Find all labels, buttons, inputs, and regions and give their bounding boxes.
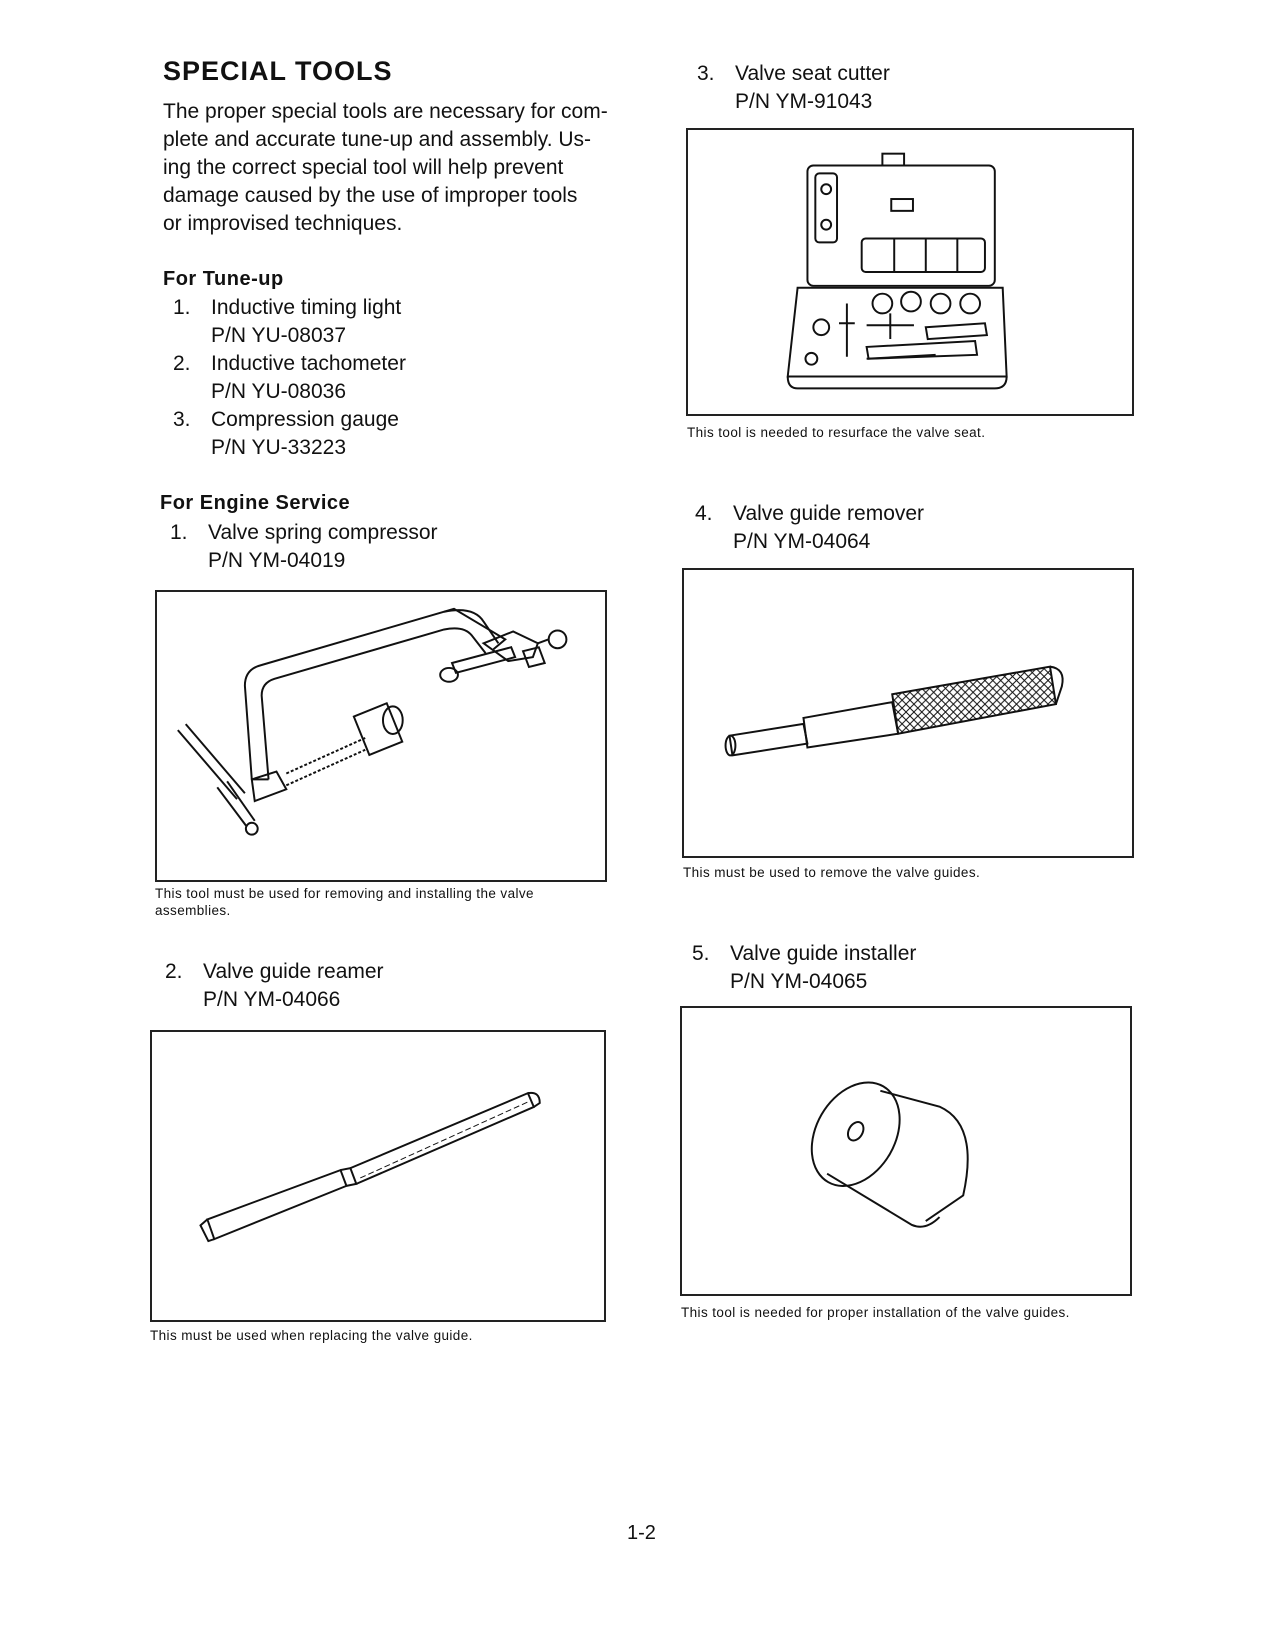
caption-line: This tool is needed to resurface the valve seat. xyxy=(687,425,986,440)
item-name: Valve seat cutter xyxy=(735,62,890,85)
item-name: Valve guide installer xyxy=(730,942,917,965)
item-number: 2. xyxy=(173,352,191,375)
item-number: 3. xyxy=(173,408,191,431)
part-number: P/N YU-08036 xyxy=(211,380,347,403)
figure-valve-spring-compressor xyxy=(155,590,607,882)
page-title: SPECIAL TOOLS xyxy=(163,56,393,86)
valve-seat-cutter-illustration xyxy=(688,130,1132,414)
list-item xyxy=(173,294,406,322)
caption-line: This tool must be used for removing and installing the valve xyxy=(155,886,534,901)
item-name: Valve guide reamer xyxy=(203,960,384,983)
part-number: P/N YU-33223 xyxy=(211,436,347,459)
item-number: 4. xyxy=(695,502,713,525)
figure-valve-guide-reamer xyxy=(150,1030,606,1322)
caption-2 xyxy=(150,1327,606,1344)
part-number: P/N YM-04064 xyxy=(733,530,871,553)
tool-entry-5 xyxy=(692,940,916,996)
part-number: P/N YM-04019 xyxy=(208,549,346,572)
valve-guide-installer-illustration xyxy=(682,1008,1130,1294)
tuneup-heading: For Tune-up xyxy=(163,268,284,290)
list-item xyxy=(173,350,406,378)
caption-line: This tool is needed for proper installation of the valve guides. xyxy=(681,1305,1070,1320)
figure-valve-guide-installer xyxy=(680,1006,1132,1296)
item-name: Valve spring compressor xyxy=(208,521,438,544)
intro-line: plete and accurate tune-up and assembly. Us- xyxy=(163,128,592,151)
item-number: 2. xyxy=(165,960,183,983)
part-number: P/N YM-04065 xyxy=(730,970,868,993)
intro-line: or improvised techniques. xyxy=(163,212,403,235)
figure-valve-guide-remover xyxy=(682,568,1134,858)
valve-guide-remover-illustration xyxy=(684,570,1132,856)
tool-entry-3 xyxy=(697,60,890,116)
caption-1 xyxy=(155,885,607,919)
intro-line: The proper special tools are necessary for com- xyxy=(163,100,608,123)
intro-line: damage caused by the use of improper tools xyxy=(163,184,578,207)
item-number: 3. xyxy=(697,62,715,85)
part-number: P/N YM-04066 xyxy=(203,988,341,1011)
tuneup-list xyxy=(173,294,406,462)
caption-line: This must be used to remove the valve guides. xyxy=(683,865,981,880)
caption-line: This must be used when replacing the valve guide. xyxy=(150,1328,473,1343)
caption-4 xyxy=(683,864,1135,881)
item-name: Valve guide remover xyxy=(733,502,925,525)
part-number: P/N YM-91043 xyxy=(735,90,873,113)
tool-entry-1 xyxy=(170,519,438,575)
figure-valve-seat-cutter xyxy=(686,128,1134,416)
intro-line: ing the correct special tool will help prevent xyxy=(163,156,564,179)
part-number: P/N YU-08037 xyxy=(211,324,347,347)
caption-5 xyxy=(681,1304,1133,1321)
tool-entry-2 xyxy=(165,958,384,1014)
valve-spring-compressor-illustration xyxy=(157,592,605,880)
item-number: 1. xyxy=(173,296,191,319)
intro-paragraph xyxy=(163,98,613,238)
caption-3 xyxy=(687,424,1135,441)
item-name: Inductive timing light xyxy=(211,296,402,319)
page-number: 1-2 xyxy=(627,1522,656,1544)
list-item xyxy=(173,406,406,434)
tool-entry-4 xyxy=(695,500,924,556)
item-name: Inductive tachometer xyxy=(211,352,406,375)
engine-heading: For Engine Service xyxy=(160,492,351,514)
item-name: Compression gauge xyxy=(211,408,399,431)
item-number: 1. xyxy=(170,521,188,544)
caption-line: assemblies. xyxy=(155,903,231,918)
valve-guide-reamer-illustration xyxy=(152,1032,604,1320)
item-number: 5. xyxy=(692,942,710,965)
